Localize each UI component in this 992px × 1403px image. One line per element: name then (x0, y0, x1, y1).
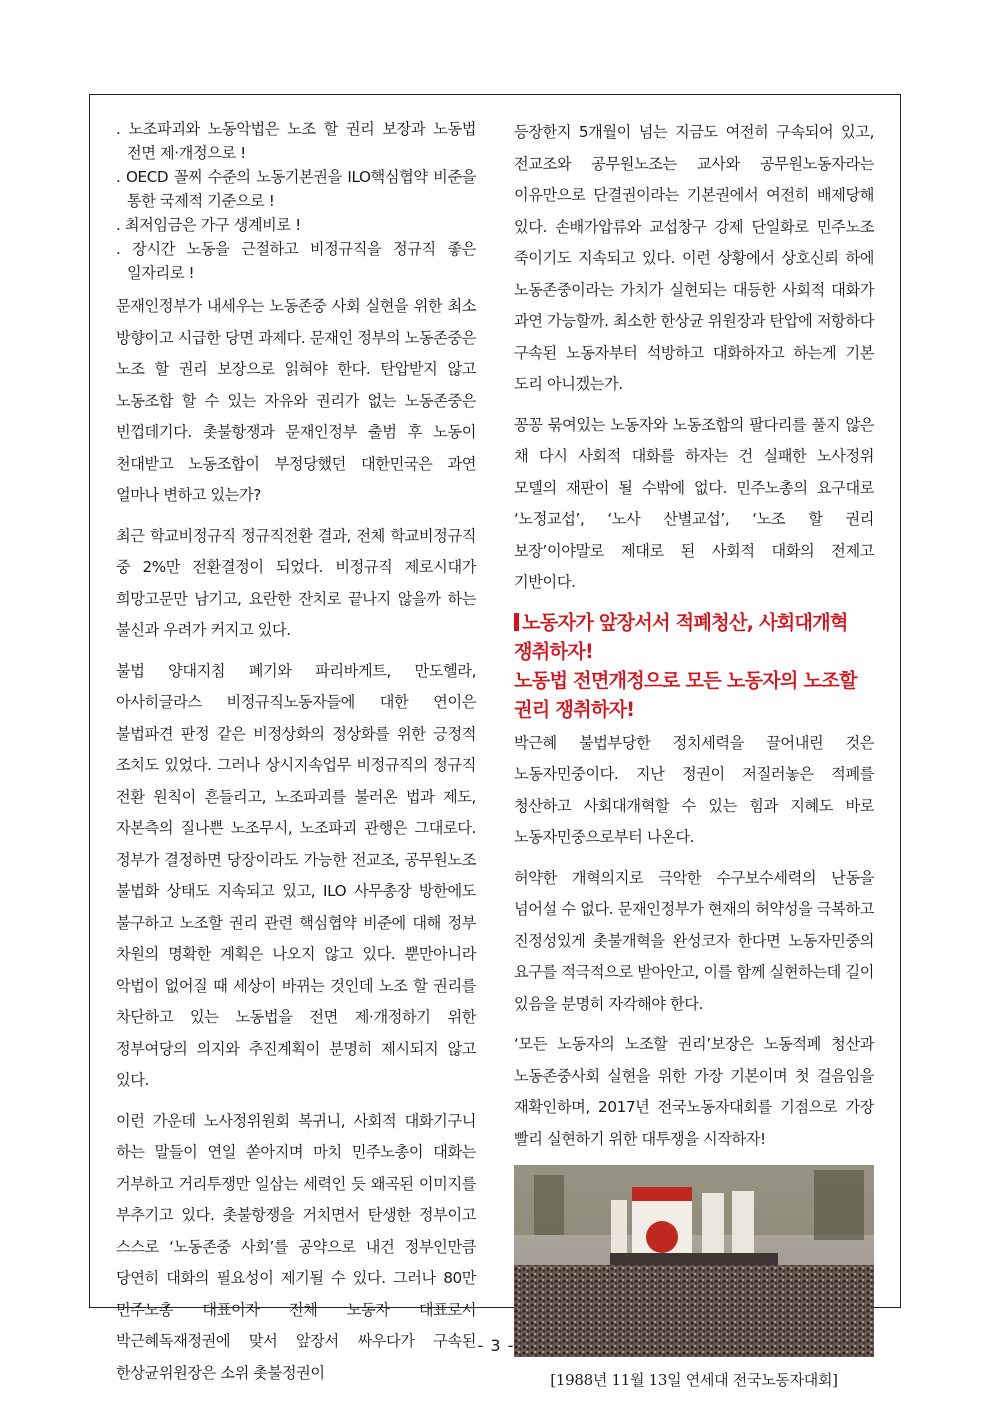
rally-photo-image (514, 1165, 874, 1357)
section-heading-line: 노동법 전면개정으로 모든 노동자의 노조할 권리 쟁취하자! (514, 668, 857, 721)
right-column (514, 117, 874, 1390)
left-column (116, 117, 476, 1398)
section-heading-line: 노동자가 앞장서서 적폐청산, 사회대개혁 쟁취하자! (514, 610, 848, 663)
demand-item: . 노조파괴와 노동악법은 노조 할 권리 보장과 노동법 전면 제·개정으로 ! (116, 120, 476, 162)
paragraph: ‘모든 노동자의 노조할 권리’보장은 노동적폐 청산과 노동존중사회 실현을 위한 가장 기본이며 첫 걸음임을 재확인하며, 2017년 전국노동자대회를 기점으로 가장 빨리 실현하기 위한 대투쟁을 시작하자! (514, 1035, 874, 1148)
paragraph: 문재인정부가 내세우는 노동존중 사회 실현을 위한 최소 방향이고 시급한 당면 과제다. 문재인 정부의 노동존중은 노조 할 권리 보장으로 읽혀야 한다. 탄압받지 않고 노동조합 할 수 있는 자유와 권리가 없는 노동존중은 빈껍데기다. 촛불항쟁과 문재인정부 출범 후 노동이 천대받고 노동조합이 부정당했던 대한민국은 과연 얼마나 변하고 있는가? (116, 297, 476, 504)
demand-list (116, 117, 476, 285)
paragraph: 허약한 개혁의지로 극악한 수구보수세력의 난동을 넘어설 수 없다. 문재인정부가 현재의 허약성을 극복하고 진정성있게 촛불개혁을 완성코자 한다면 노동자민중의 요구를 적극적으로 받아안고, 이를 함께 실현하는데 길이 있음을 분명히 자각해야 한다. (514, 868, 874, 1013)
paragraph: 최근 학교비정규직 정규직전환 결과, 전체 학교비정규직 중 2%만 전환결정이 되었다. 비정규직 제로시대가 희망고문만 남기고, 요란한 잔치로 끝나지 않을까 하는 불신과 우려가 커지고 있다. (116, 526, 476, 639)
photo-caption: [1988년 11월 13일 연세대 전국노동자대회] (550, 1371, 838, 1389)
page-number: - 3 - (477, 1336, 515, 1355)
paragraph: 이런 가운데 노사정위원회 복귀니, 사회적 대화기구니 하는 말들이 연일 쏟아지며 마치 민주노총이 대화는 거부하고 거리투쟁만 일삼는 세력인 듯 왜곡된 이미지를 부추기고 있다. 촛불항쟁을 거치면서 탄생한 정부이고 스스로 ‘노동존중 사회’를 공약으로 내건 정부인만큼 당연히 대화의 필요성이 제기될 수 있다. 그러나 80만 민주노총 대표이자 전체 노동자 대표로서 박근혜독재정권에 맞서 앞장서 싸우다가 구속된 한상균위원장은 소위 촛불정권이 (116, 1111, 476, 1382)
paragraph: 등장한지 5개월이 넘는 지금도 여전히 구속되어 있고, 전교조와 공무원노조는 교사와 공무원노동자라는 이유만으로 단결권이라는 기본권에서 여전히 배제당해 있다. 손배가압류와 교섭창구 강제 단일화로 민주노조 죽이기도 지속되고 있다. 이런 상황에서 상호신뢰 하에 노동존중이라는 가치가 실현되는 대등한 사회적 대화가 과연 가능할까. 최소한 한상균 위원장과 탄압에 저항하다 구속된 노동자부터 석방하고 대화하자고 하는게 기본 도리 아니겠는가. (514, 123, 874, 393)
heading-marker-icon (514, 613, 519, 631)
paragraph: 박근혜 불법부당한 정치세력을 끌어내린 것은 노동자민중이다. 지난 정권이 저질러놓은 적폐를 청산하고 사회대개혁할 수 있는 힘과 지혜도 바로 노동자민중으로부터 나온다. (514, 733, 874, 846)
demand-item: . OECD 꼴찌 수준의 노동기본권을 ILO핵심협약 비준을 통한 국제적 기준으로 ! (116, 168, 476, 210)
page-frame (89, 94, 901, 1389)
rally-photo (514, 1165, 874, 1357)
demand-item: . 최저임금은 가구 생계비로 ! (116, 216, 301, 234)
paragraph: 불법 양대지침 폐기와 파리바게트, 만도헬라, 아사히글라스 비정규직노동자들에 대한 연이은 불법파견 판정 같은 비정상화의 정상화를 위한 긍정적 조치도 있었다. 그러나 상시지속업무 비정규직의 정규직 전환 원칙이 흔들리고, 노조파괴를 불러온 법과 제도, 자본측의 질나쁜 노조무시, 노조파괴 관행은 그대로다. 정부가 결정하면 당장이라도 가능한 전교조, 공무원노조 불법화 상태도 지속되고 있고, ILO 사무총장 방한에도 불구하고 노조할 권리 관련 핵심협약 비준에 대해 정부 차원의 명확한 계획은 나오지 않고 있다. 뿐만아니라 악법이 없어질 때 세상이 바뀌는 것인데 노조 할 권리를 차단하고 있는 노동법을 전면 제·개정하기 위한 정부여당의 의지와 추진계획이 분명히 제시되지 않고 있다. (116, 661, 476, 1089)
section-heading (514, 608, 874, 724)
demand-item: . 장시간 노동을 근절하고 비정규직을 정규직 좋은 일자리로 ! (116, 240, 476, 282)
paragraph: 꽁꽁 묶여있는 노동자와 노동조합의 팔다리를 풀지 않은 채 다시 사회적 대화를 하자는 건 실패한 노사정위 모델의 재판이 될 수밖에 없다. 민주노총의 요구대로 ‘노정교섭’, ‘노사 산별교섭’, ‘노조 할 권리 보장’이야말로 제대로 된 사회적 대화의 전제고 기반이다. (514, 415, 875, 591)
